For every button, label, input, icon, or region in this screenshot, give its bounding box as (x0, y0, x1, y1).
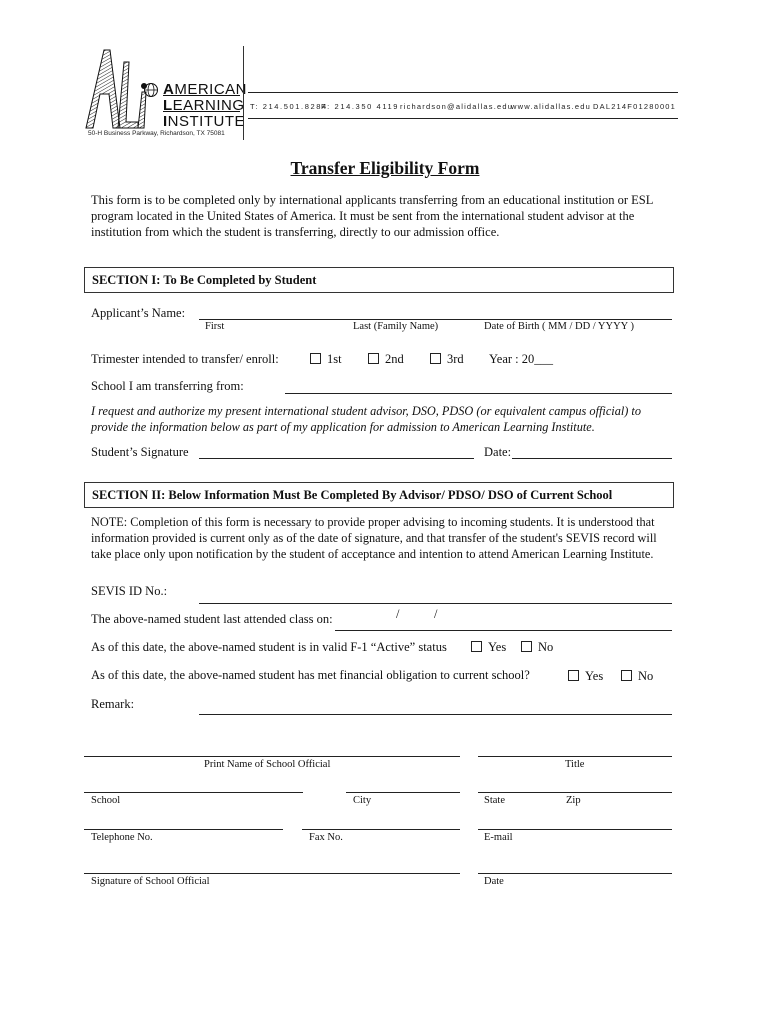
dob-label: Date of Birth ( MM / DD / YYYY ) (484, 321, 634, 332)
checkbox-box[interactable] (310, 353, 321, 364)
form-intro: This form is to be completed only by international applicants transferring from an educational institution or ESL program located in the United States of America. It must be sent from the international student advisor at the institution from which the student is transferring, directly to our admission office. (91, 193, 653, 239)
logo-line-institute: INSTITUTE (163, 113, 246, 130)
city-label: City (353, 795, 372, 806)
financial-yes-checkbox[interactable] (568, 669, 603, 684)
yes-label: Yes (585, 669, 604, 683)
checkbox-box[interactable] (368, 353, 379, 364)
header-website[interactable]: www.alidallas.edu (511, 102, 592, 111)
section2-heading: SECTION II: Below Information Must Be Completed By Advisor/ PDSO/ DSO of Current School (92, 488, 613, 502)
section1-header-box (84, 267, 674, 293)
trimester-1st-checkbox[interactable] (310, 352, 342, 367)
logo-rule-1 (163, 95, 240, 96)
date-slash-1: / (396, 607, 400, 621)
last-attended-label: The above-named student last attended class on: (91, 612, 333, 626)
form-title: Transfer Eligibility Form (290, 158, 480, 178)
logo (80, 44, 248, 139)
sevis-id-label: SEVIS ID No.: (91, 584, 168, 598)
remark-field[interactable] (199, 714, 672, 715)
trimester-2nd-checkbox[interactable] (368, 352, 404, 367)
checkbox-box[interactable] (430, 353, 441, 364)
student-signature-label: Student’s Signature (91, 445, 189, 459)
school-label: School (91, 795, 121, 806)
title-field[interactable] (478, 756, 672, 757)
trimester-label: Trimester intended to transfer/ enroll: (91, 352, 279, 366)
applicant-name-label: Applicant’s Name: (91, 306, 186, 320)
email-label: E-mail (484, 832, 513, 843)
header-phone: T: 214.501.8284 (250, 102, 328, 111)
student-signature-field[interactable] (199, 458, 474, 459)
applicant-name-field[interactable] (199, 319, 672, 320)
state-zip-field[interactable] (478, 792, 672, 793)
financial-no-checkbox[interactable] (621, 669, 653, 684)
financial-obligation-label: As of this date, the above-named student has met financial obligation to current school? (91, 668, 530, 682)
official-date-field[interactable] (478, 873, 672, 874)
first-name-label: First (205, 321, 225, 332)
school-field[interactable] (84, 792, 303, 793)
print-name-field[interactable] (84, 756, 460, 757)
header-rule-top (248, 92, 678, 93)
yes-label: Yes (488, 640, 507, 654)
zip-label: Zip (566, 795, 581, 806)
option-3rd-label: 3rd (447, 352, 464, 366)
option-2nd-label: 2nd (385, 352, 404, 366)
advisor-note: NOTE: Completion of this form is necessary to provide proper advising to incoming students. It is understood that information provided is current only as of the date of signature, and that transfer of the student's SEVIS record will take place only upon notification by the student of acceptance and intention to attend American Learning Institute. (91, 515, 657, 561)
official-signature-field[interactable] (84, 873, 460, 874)
fax-label: Fax No. (309, 832, 343, 843)
checkbox-box[interactable] (471, 641, 482, 652)
last-attended-field[interactable] (335, 630, 672, 631)
telephone-label: Telephone No. (91, 832, 153, 843)
telephone-field[interactable] (84, 829, 283, 830)
checkbox-box[interactable] (568, 670, 579, 681)
school-from-label: School I am transferring from: (91, 379, 244, 393)
header-divider (243, 46, 244, 140)
f1-status-label: As of this date, the above-named student is in valid F-1 “Active” status (91, 640, 447, 654)
section1-heading: SECTION I: To Be Completed by Student (92, 273, 317, 287)
student-date-field[interactable] (512, 458, 672, 459)
state-label: State (484, 795, 505, 806)
remark-label: Remark: (91, 697, 135, 711)
logo-line-learning: LEARNING (163, 97, 245, 114)
f1-status-no-checkbox[interactable] (521, 640, 553, 655)
fax-field[interactable] (302, 829, 460, 830)
header-email[interactable]: richardson@alidallas.edu (400, 102, 514, 111)
header-code: DAL214F01280001 (593, 102, 677, 111)
city-field[interactable] (346, 792, 460, 793)
globe-icon (143, 82, 159, 98)
year-field[interactable]: Year : 20___ (489, 352, 554, 366)
f1-status-yes-checkbox[interactable] (471, 640, 506, 655)
header-fax: F: 214.350 4119 (321, 102, 400, 111)
last-name-label: Last (Family Name) (353, 321, 439, 332)
logo-address: 50-H Business Parkway, Richardson, TX 75081 (88, 130, 225, 137)
header-rule-bottom (248, 118, 678, 119)
school-from-field[interactable] (285, 393, 672, 394)
trimester-3rd-checkbox[interactable] (430, 352, 464, 367)
title-label: Title (565, 759, 585, 770)
checkbox-box[interactable] (621, 670, 632, 681)
no-label: No (538, 640, 554, 654)
no-label: No (638, 669, 654, 683)
date-slash-2: / (434, 607, 438, 621)
authorization-statement: I request and authorize my present international student advisor, DSO, PDSO (or equivalent campus official) to provide the information below as part of my application for admission to American Learning Institute. (91, 404, 641, 434)
logo-line-american: AMERICAN (163, 81, 248, 98)
official-date-label: Date (484, 876, 504, 887)
print-name-label: Print Name of School Official (204, 759, 331, 770)
sevis-id-field[interactable] (199, 603, 672, 604)
ali-monogram-logo (80, 44, 150, 129)
logo-rule-2 (163, 111, 240, 112)
student-date-label: Date: (484, 445, 512, 459)
official-signature-label: Signature of School Official (91, 876, 210, 887)
section2-header-box (84, 482, 674, 508)
email-field[interactable] (478, 829, 672, 830)
option-1st-label: 1st (327, 352, 342, 366)
checkbox-box[interactable] (521, 641, 532, 652)
